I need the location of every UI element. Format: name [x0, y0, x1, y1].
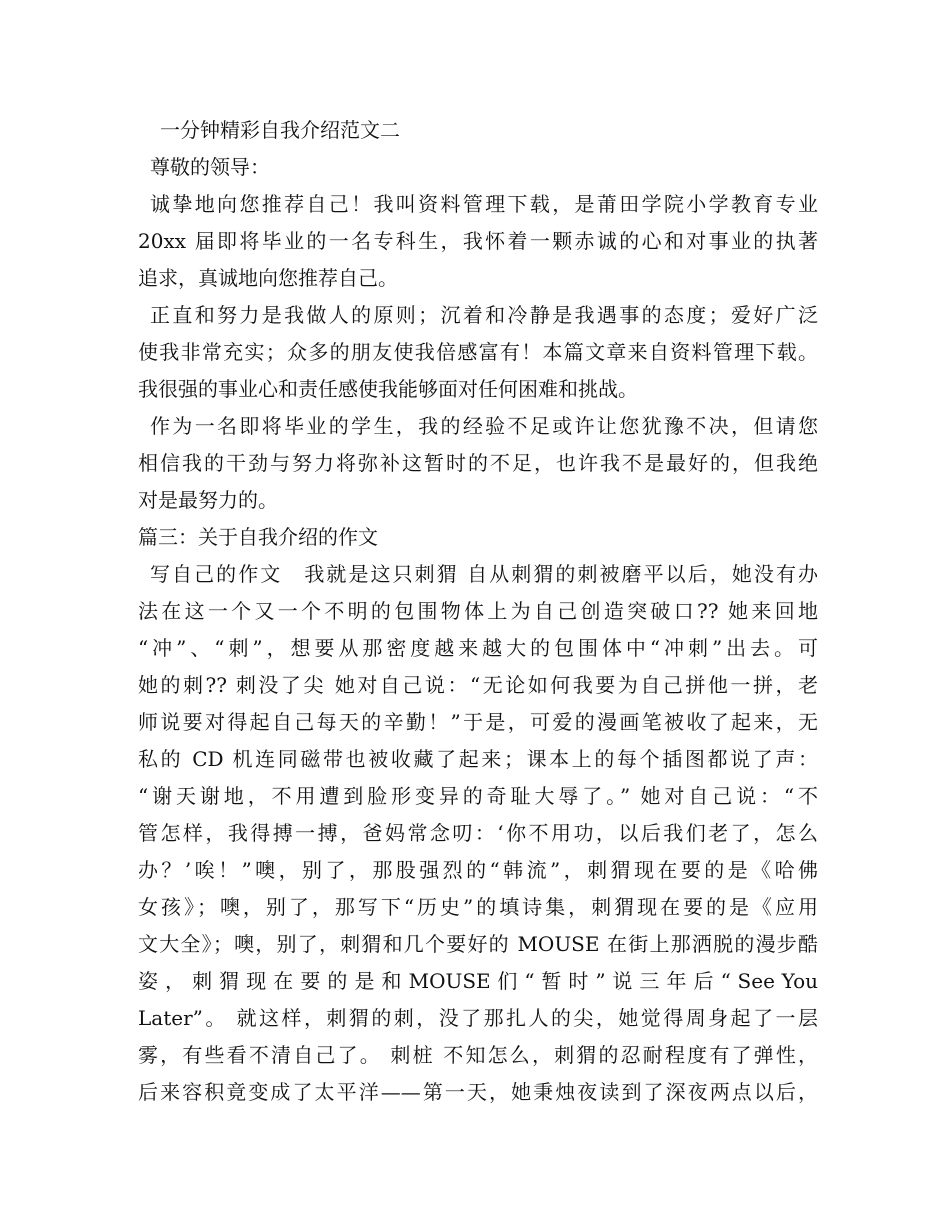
paragraph-line: 她的刺?? 刺没了尖 她对自己说：“无论如何我要为自己拼他一拼，老	[138, 673, 818, 697]
paragraph-line: 姿 ， 刺 猬 现 在 要 的 是 和 MOUSE 们 “ 暂 时 ” 说 三 年 后 “ See You	[138, 969, 818, 993]
paragraph-line: 作为一名即将毕业的学生，我的经验不足或许让您犹豫不决，但请您	[150, 414, 818, 438]
paragraph-line: “冲”、“刺”，想要从那密度越来越大的包围体中“冲刺”出去。可	[138, 636, 818, 660]
paragraph-line: 对是最努力的。	[138, 488, 278, 512]
paragraph-line: 私的 CD 机连同磁带也被收藏了起来；课本上的每个插图都说了声：	[138, 747, 818, 771]
salutation: 尊敬的领导：	[150, 155, 270, 179]
paragraph-line: 办？’唉！”噢，别了，那股强烈的“韩流”，刺猬现在要的是《哈佛	[138, 858, 818, 882]
paragraph-line: 后来容积竟变成了太平洋——第一天，她秉烛夜读到了深夜两点以后，	[138, 1080, 818, 1104]
paragraph-line: Later”。 就这样，刺猬的刺，没了那扎人的尖，她觉得周身起了一层	[138, 1006, 818, 1030]
document-body	[138, 112, 818, 1111]
paragraph-line: 使我非常充实；众多的朋友使我倍感富有！本篇文章来自资料管理下载。	[138, 340, 818, 364]
paragraph-line: 女孩》；噢，别了，那写下“历史”的填诗集，刺猬现在要的是《应用	[138, 895, 818, 919]
section-heading: 篇三：关于自我介绍的作文	[138, 525, 378, 549]
essay-title: 一分钟精彩自我介绍范文二	[160, 118, 400, 142]
paragraph-line: 追求，真诚地向您推荐自己。	[138, 266, 398, 290]
paragraph-line: 相信我的干劲与努力将弥补这暂时的不足，也许我不是最好的，但我绝	[138, 451, 818, 475]
paragraph-line: 诚挚地向您推荐自己！我叫资料管理下载，是莆田学院小学教育专业	[150, 192, 818, 216]
paragraph-line: 雾，有些看不清自己了。 刺桩 不知怎么，刺猬的忍耐程度有了弹性，	[138, 1043, 818, 1067]
paragraph-line: 法在这一个又一个不明的包围物体上为自己创造突破口?? 她来回地	[138, 599, 818, 623]
paragraph-line: 写自己的作文 我就是这只刺猬 自从刺猬的刺被磨平以后，她没有办	[150, 562, 818, 586]
paragraph-line: 20xx 届即将毕业的一名专科生，我怀着一颗赤诚的心和对事业的执著	[138, 229, 818, 253]
paragraph-line: 管怎样，我得搏一搏，爸妈常念叨：‘你不用功，以后我们老了，怎么	[138, 821, 818, 845]
paragraph-line: 师说要对得起自己每天的辛勤！”于是，可爱的漫画笔被收了起来，无	[138, 710, 818, 734]
paragraph-line: 正直和努力是我做人的原则；沉着和冷静是我遇事的态度；爱好广泛	[150, 303, 818, 327]
paragraph-line: “谢天谢地，不用遭到脸形变异的奇耻大辱了。” 她对自己说：“不	[138, 784, 818, 808]
paragraph-line: 我很强的事业心和责任感使我能够面对任何困难和挑战。	[138, 377, 638, 401]
paragraph-line: 文大全》；噢，别了，刺猬和几个要好的 MOUSE 在街上那洒脱的漫步酷	[138, 932, 818, 956]
